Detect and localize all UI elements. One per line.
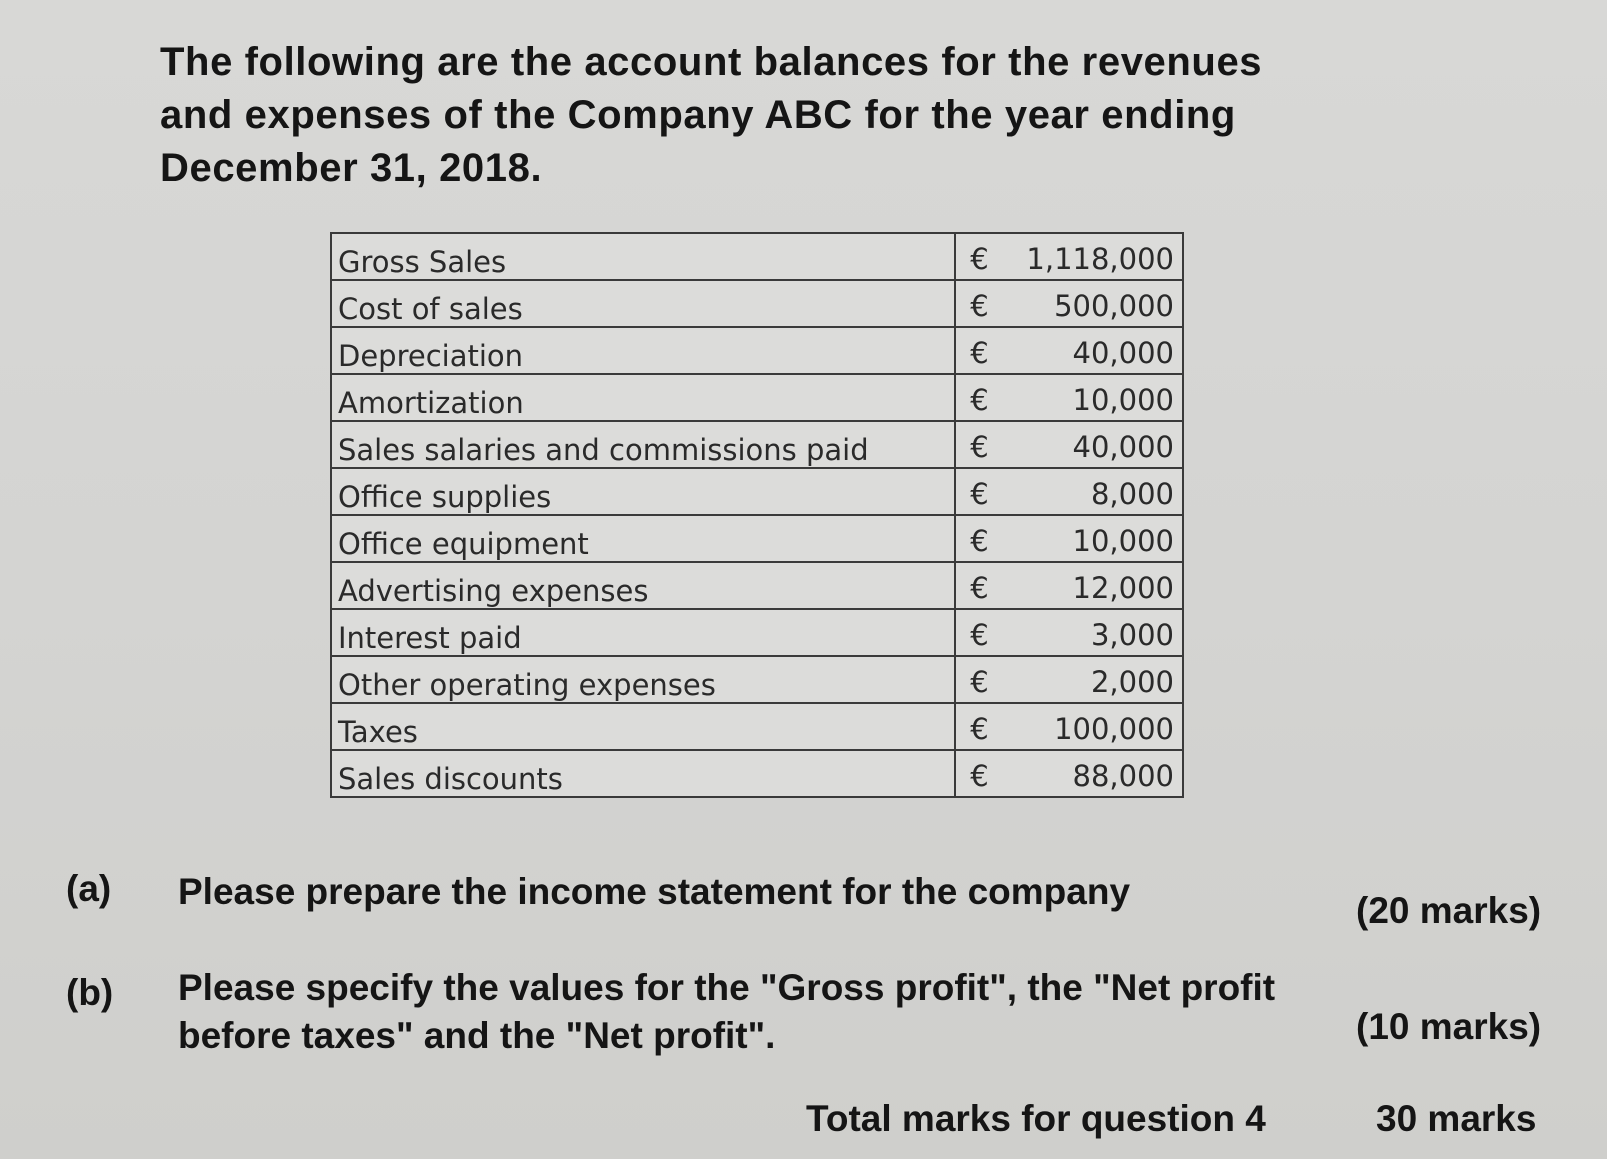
question-b-marks: (10 marks) xyxy=(1356,1006,1542,1047)
question-b-letter: (b) xyxy=(66,972,114,1013)
table-row xyxy=(331,233,1183,280)
currency-symbol: € xyxy=(970,477,989,511)
amount-cell xyxy=(955,468,1183,515)
intro-paragraph: The following are the account balances for the revenues and expenses of the Company ABC for the year ending December 31, 2018. xyxy=(160,40,1263,190)
amount-value: 40,000 xyxy=(1072,430,1174,464)
account-name-cell: Other operating expenses xyxy=(331,656,955,703)
currency-symbol: € xyxy=(970,289,989,323)
currency-symbol: € xyxy=(970,430,989,464)
table-row xyxy=(331,609,1183,656)
account-name-cell: Depreciation xyxy=(331,327,955,374)
amount-cell xyxy=(955,562,1183,609)
currency-symbol: € xyxy=(970,759,989,793)
amount-value: 3,000 xyxy=(1090,618,1174,652)
amount-value: 2,000 xyxy=(1090,665,1174,699)
currency-symbol: € xyxy=(970,383,989,417)
amount-value: 100,000 xyxy=(1054,712,1174,746)
currency-symbol: € xyxy=(970,571,989,605)
amount-value: 40,000 xyxy=(1072,336,1174,370)
question-a-marks: (20 marks) xyxy=(1356,890,1542,931)
amount-value: 12,000 xyxy=(1072,571,1174,605)
currency-symbol: € xyxy=(970,618,989,652)
account-name-cell: Sales salaries and commissions paid xyxy=(331,421,955,468)
table-row xyxy=(331,468,1183,515)
table-row xyxy=(331,374,1183,421)
currency-symbol: € xyxy=(970,336,989,370)
currency-symbol: € xyxy=(970,665,989,699)
table-body xyxy=(331,233,1183,797)
currency-symbol: € xyxy=(970,712,989,746)
account-name-cell: Advertising expenses xyxy=(331,562,955,609)
account-name-cell: Taxes xyxy=(331,703,955,750)
amount-value: 10,000 xyxy=(1072,524,1174,558)
account-balances-table xyxy=(330,232,1184,798)
amount-value: 500,000 xyxy=(1054,289,1174,323)
account-name-cell: Sales discounts xyxy=(331,750,955,797)
question-a-text: Please prepare the income statement for the company xyxy=(178,871,1131,912)
account-name-cell: Amortization xyxy=(331,374,955,421)
amount-cell xyxy=(955,515,1183,562)
table-row xyxy=(331,656,1183,703)
table-row xyxy=(331,327,1183,374)
table-row xyxy=(331,703,1183,750)
amount-cell xyxy=(955,656,1183,703)
question-a-letter: (a) xyxy=(66,868,112,909)
amount-cell xyxy=(955,280,1183,327)
account-name-cell: Office supplies xyxy=(331,468,955,515)
account-name-cell: Office equipment xyxy=(331,515,955,562)
amount-cell xyxy=(955,750,1183,797)
account-name-cell: Interest paid xyxy=(331,609,955,656)
amount-cell xyxy=(955,421,1183,468)
amount-cell xyxy=(955,374,1183,421)
total-marks-label: Total marks for question 4 xyxy=(806,1098,1266,1139)
amount-cell xyxy=(955,327,1183,374)
amount-cell xyxy=(955,233,1183,280)
table-row xyxy=(331,280,1183,327)
account-name-cell: Gross Sales xyxy=(331,233,955,280)
currency-symbol: € xyxy=(970,524,989,558)
amount-value: 8,000 xyxy=(1090,477,1174,511)
amount-value: 88,000 xyxy=(1072,759,1174,793)
table-row xyxy=(331,515,1183,562)
currency-symbol: € xyxy=(970,242,989,276)
amount-cell xyxy=(955,609,1183,656)
table-row xyxy=(331,562,1183,609)
total-marks-value: 30 marks xyxy=(1376,1098,1537,1139)
amount-value: 1,118,000 xyxy=(1026,242,1174,276)
account-name-cell: Cost of sales xyxy=(331,280,955,327)
amount-cell xyxy=(955,703,1183,750)
amount-value: 10,000 xyxy=(1072,383,1174,417)
table-row xyxy=(331,421,1183,468)
table-row xyxy=(331,750,1183,797)
question-b-text: Please specify the values for the "Gross profit", the "Net profit before taxes" and the "Net profit". xyxy=(178,967,1276,1056)
